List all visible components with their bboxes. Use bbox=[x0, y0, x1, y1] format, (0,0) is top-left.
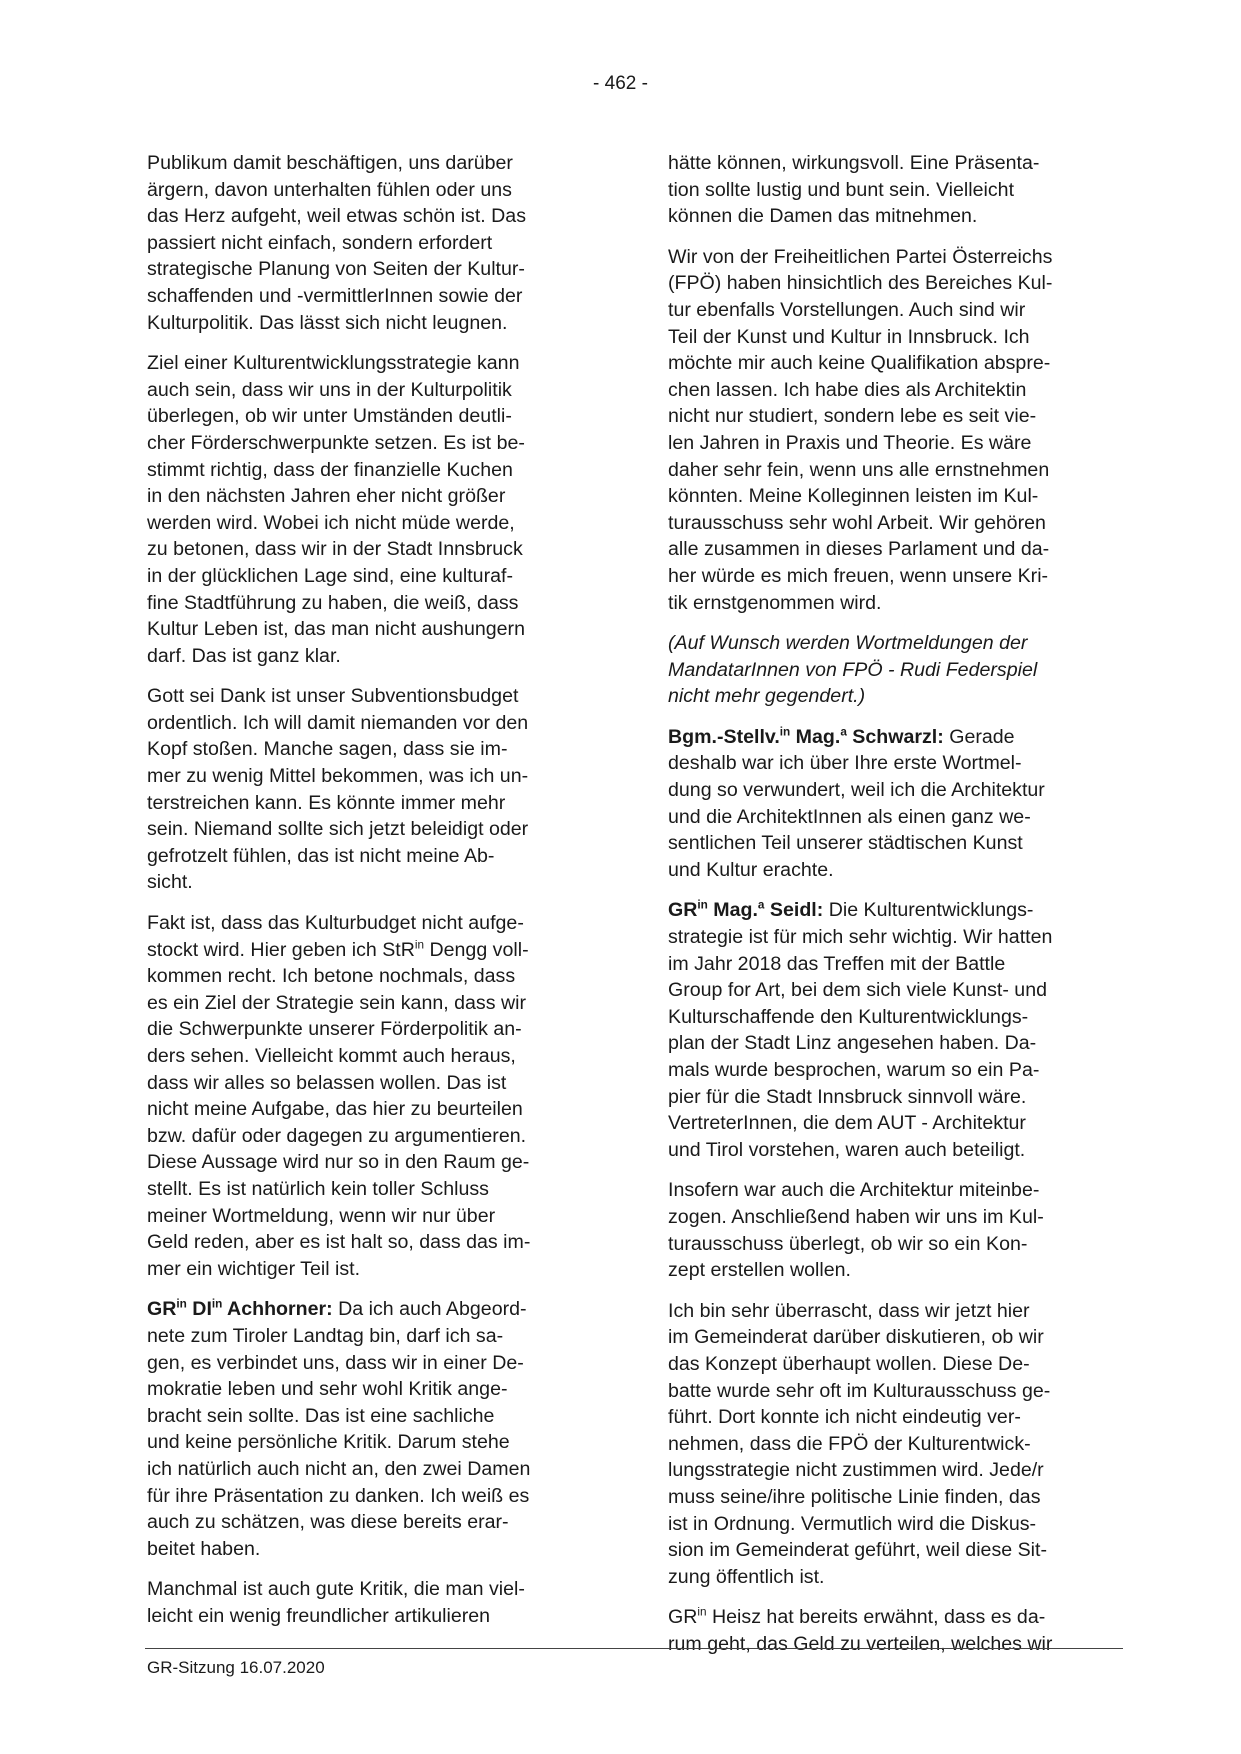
text-line bbox=[147, 1203, 602, 1230]
text-segment: (Auf Wunsch werden Wortmeldungen der bbox=[668, 632, 1028, 655]
text-segment: lungsstrategie nicht zustimmen wird. Jede/r bbox=[668, 1459, 1044, 1482]
superscript: in bbox=[176, 1297, 187, 1311]
text-segment: das Herz aufgeht, weil etwas schön ist. Das bbox=[147, 205, 526, 228]
text-segment: das Konzept überhaupt wollen. Diese De- bbox=[668, 1352, 1030, 1375]
speaker-name: Schwarzl: bbox=[846, 725, 944, 748]
text-segment: ders sehen. Vielleicht kommt auch heraus, bbox=[147, 1045, 516, 1067]
text-segment: für ihre Präsentation zu danken. Ich weiß es bbox=[147, 1484, 530, 1507]
text-line bbox=[147, 1070, 602, 1097]
text-segment: hätte können, wirkungsvoll. Eine Präsenta- bbox=[668, 152, 1040, 174]
text-line bbox=[147, 1096, 602, 1123]
text-line bbox=[147, 457, 602, 484]
text-line bbox=[668, 1604, 1123, 1631]
text-line bbox=[668, 1484, 1123, 1511]
text-line bbox=[668, 1378, 1123, 1405]
text-segment: Fakt ist, dass das Kulturbudget nicht aufge- bbox=[147, 912, 524, 935]
text-line bbox=[147, 1043, 602, 1070]
text-line bbox=[668, 897, 1123, 924]
text-line bbox=[668, 1631, 1123, 1658]
footer-text: GR-Sitzung 16.07.2020 bbox=[147, 1658, 325, 1677]
text-segment: her würde es mich freuen, wenn unsere Kri- bbox=[668, 564, 1049, 587]
text-segment: schaffenden und -vermittlerInnen sowie der bbox=[147, 284, 523, 307]
footer-rule bbox=[145, 1648, 1123, 1649]
text-line bbox=[147, 350, 602, 377]
text-segment: Kulturschaffende den Kulturentwicklungs- bbox=[668, 1005, 1029, 1028]
left-column bbox=[147, 150, 602, 1643]
paragraph bbox=[668, 724, 1123, 884]
text-line bbox=[668, 563, 1123, 590]
text-segment: und die ArchitektInnen als einen ganz we- bbox=[668, 805, 1031, 828]
text-segment: len Jahren in Praxis und Theorie. Es wäre bbox=[668, 431, 1032, 454]
text-line bbox=[147, 643, 602, 670]
text-line bbox=[668, 777, 1123, 804]
text-line bbox=[147, 1456, 602, 1483]
text-segment: mer ein wichtiger Teil ist. bbox=[147, 1257, 361, 1280]
text-line bbox=[668, 630, 1123, 657]
text-segment: Kopf stoßen. Manche sagen, dass sie im- bbox=[147, 738, 508, 761]
text-segment: nicht nur studiert, sondern lebe es seit vie- bbox=[668, 405, 1037, 428]
superscript: in bbox=[211, 1297, 223, 1311]
text-line bbox=[668, 1257, 1123, 1284]
text-line bbox=[147, 1376, 602, 1403]
text-segment: passiert nicht einfach, sondern erfordert bbox=[147, 231, 493, 254]
text-line bbox=[147, 710, 602, 737]
text-line bbox=[147, 1429, 602, 1456]
text-segment: mer zu wenig Mittel bekommen, was ich un- bbox=[147, 765, 529, 788]
text-line bbox=[668, 683, 1123, 710]
text-line bbox=[668, 510, 1123, 537]
text-line bbox=[147, 1149, 602, 1176]
text-line bbox=[668, 1351, 1123, 1378]
text-line bbox=[147, 990, 602, 1017]
text-line bbox=[147, 1229, 602, 1256]
text-segment: und Kultur erachte. bbox=[668, 858, 834, 881]
speaker-name: GR bbox=[147, 1298, 177, 1321]
text-line bbox=[668, 403, 1123, 430]
text-segment: Manchmal ist auch gute Kritik, die man viel- bbox=[147, 1578, 525, 1601]
paragraph bbox=[668, 244, 1123, 616]
text-segment: dass wir alles so belassen wollen. Das ist bbox=[147, 1071, 507, 1094]
text-segment: Die Kulturentwicklungs- bbox=[823, 899, 1034, 922]
text-line bbox=[147, 1176, 602, 1203]
text-segment: ich natürlich auch nicht an, den zwei Damen bbox=[147, 1457, 531, 1480]
paragraph bbox=[147, 150, 602, 336]
text-segment: tion sollte lustig und bunt sein. Vielleicht bbox=[668, 178, 1015, 201]
editorial-note bbox=[668, 630, 1123, 710]
text-segment: führt. Dort konnte ich nicht eindeutig ver- bbox=[668, 1406, 1021, 1429]
text-line bbox=[668, 457, 1123, 484]
text-line bbox=[668, 657, 1123, 684]
text-segment: sicht. bbox=[147, 871, 193, 894]
text-line bbox=[147, 310, 602, 337]
text-segment: Diese Aussage wird nur so in den Raum ge- bbox=[147, 1151, 530, 1174]
text-segment: in der glücklichen Lage sind, eine kulturaf- bbox=[147, 564, 513, 587]
text-line bbox=[147, 483, 602, 510]
text-line bbox=[147, 1603, 602, 1630]
text-segment: Gott sei Dank ist unser Subventionsbudget bbox=[147, 685, 519, 708]
paragraph bbox=[668, 1298, 1123, 1591]
text-segment: Heisz hat bereits erwähnt, dass es da- bbox=[706, 1606, 1046, 1629]
speaker-name: Achhorner: bbox=[222, 1298, 333, 1321]
paragraph bbox=[147, 683, 602, 896]
text-segment: kommen recht. Ich betone nochmals, dass bbox=[147, 965, 516, 988]
text-line bbox=[147, 590, 602, 617]
text-line bbox=[668, 536, 1123, 563]
text-line bbox=[668, 483, 1123, 510]
text-segment: strategische Planung von Seiten der Kultur- bbox=[147, 258, 525, 281]
speaker-name: GR bbox=[668, 899, 698, 922]
text-line bbox=[668, 150, 1123, 177]
text-line bbox=[147, 910, 602, 937]
text-segment: Insofern war auch die Architektur miteinbe- bbox=[668, 1179, 1040, 1202]
text-segment: rum geht, das Geld zu verteilen, welches wir bbox=[668, 1632, 1053, 1655]
text-segment: Group for Art, bei dem sich viele Kunst- und bbox=[668, 979, 1047, 1002]
speaker-name: DI bbox=[186, 1298, 212, 1321]
text-segment: im Gemeinderat darüber diskutieren, ob wir bbox=[668, 1326, 1044, 1349]
text-segment: mokratie leben und sehr wohl Kritik ange- bbox=[147, 1378, 508, 1401]
text-line bbox=[668, 750, 1123, 777]
text-line bbox=[668, 590, 1123, 617]
text-segment: Geld reden, aber es ist halt so, dass das im- bbox=[147, 1231, 531, 1254]
text-line bbox=[147, 1403, 602, 1430]
text-segment: gen, es verbindet uns, dass wir in einer De- bbox=[147, 1351, 524, 1374]
text-line bbox=[668, 1404, 1123, 1431]
text-segment: Kultur Leben ist, das man nicht aushungern bbox=[147, 618, 525, 641]
paragraph bbox=[668, 897, 1123, 1163]
text-segment: GR bbox=[668, 1606, 698, 1629]
text-line bbox=[147, 1576, 602, 1603]
text-line bbox=[147, 177, 602, 204]
text-segment: tur ebenfalls Vorstellungen. Auch sind wir bbox=[668, 298, 1026, 321]
text-segment: und keine persönliche Kritik. Darum stehe bbox=[147, 1431, 510, 1454]
text-line bbox=[147, 843, 602, 870]
paragraph bbox=[147, 910, 602, 1282]
text-line bbox=[668, 324, 1123, 351]
text-line bbox=[668, 1324, 1123, 1351]
text-segment: Ziel einer Kulturentwicklungsstrategie kann bbox=[147, 352, 520, 375]
text-line bbox=[147, 1016, 602, 1043]
text-segment: cher Förderschwerpunkte setzen. Es ist be- bbox=[147, 431, 525, 454]
text-line bbox=[147, 1256, 602, 1283]
text-segment: sein. Niemand sollte sich jetzt beleidigt oder bbox=[147, 818, 529, 841]
text-line bbox=[147, 963, 602, 990]
text-line bbox=[147, 256, 602, 283]
text-line bbox=[668, 177, 1123, 204]
text-segment: möchte mir auch keine Qualifikation abspre- bbox=[668, 352, 1051, 375]
text-segment: stockt wird. Hier geben ich StR bbox=[147, 938, 415, 961]
text-segment: terstreichen kann. Es könnte immer mehr bbox=[147, 791, 506, 814]
text-line bbox=[668, 857, 1123, 884]
text-segment: könnten. Meine Kolleginnen leisten im Kul- bbox=[668, 485, 1039, 508]
text-segment: dung so verwundert, weil ich die Architektur bbox=[668, 779, 1045, 802]
text-line bbox=[668, 1537, 1123, 1564]
text-segment: MandatarInnen von FPÖ - Rudi Federspiel bbox=[668, 658, 1038, 681]
text-segment: leicht ein wenig freundlicher artikulieren bbox=[147, 1604, 491, 1627]
text-line bbox=[668, 1564, 1123, 1591]
text-segment: nicht meine Aufgabe, das hier zu beurteilen bbox=[147, 1098, 523, 1121]
text-line bbox=[668, 1204, 1123, 1231]
text-segment: auch sein, dass wir uns in der Kulturpolitik bbox=[147, 378, 512, 401]
text-line bbox=[147, 403, 602, 430]
text-segment: Wir von der Freiheitlichen Partei Österreichs bbox=[668, 245, 1053, 268]
text-segment: Gerade bbox=[943, 725, 1015, 748]
text-segment: bracht sein sollte. Das ist eine sachliche bbox=[147, 1404, 495, 1427]
text-line bbox=[668, 1137, 1123, 1164]
text-line bbox=[668, 270, 1123, 297]
text-line bbox=[668, 1030, 1123, 1057]
text-segment: nicht mehr gegendert.) bbox=[668, 685, 866, 708]
paragraph bbox=[147, 1296, 602, 1562]
text-segment: Publikum damit beschäftigen, uns darüber bbox=[147, 152, 513, 174]
text-line bbox=[147, 816, 602, 843]
superscript: a bbox=[757, 898, 765, 912]
text-line bbox=[668, 951, 1123, 978]
text-line bbox=[147, 536, 602, 563]
text-segment: muss seine/ihre politische Linie finden, das bbox=[668, 1485, 1041, 1508]
right-column bbox=[668, 150, 1123, 1671]
paragraph bbox=[668, 1177, 1123, 1283]
text-line bbox=[147, 563, 602, 590]
text-segment: turausschuss überlegt, ob wir so ein Kon- bbox=[668, 1232, 1028, 1255]
text-segment: batte wurde sehr oft im Kulturausschuss ge- bbox=[668, 1379, 1051, 1402]
text-segment: in den nächsten Jahren eher nicht größer bbox=[147, 485, 506, 508]
text-segment: ist in Ordnung. Vermutlich wird die Diskus- bbox=[668, 1512, 1037, 1535]
text-line bbox=[668, 804, 1123, 831]
text-segment: sion im Gemeinderat geführt, weil diese Sit- bbox=[668, 1539, 1047, 1562]
text-line bbox=[147, 869, 602, 896]
text-line bbox=[147, 203, 602, 230]
text-line bbox=[668, 1511, 1123, 1538]
text-line bbox=[147, 1536, 602, 1563]
text-line bbox=[147, 616, 602, 643]
text-line bbox=[668, 724, 1123, 751]
text-line bbox=[668, 1298, 1123, 1325]
text-line bbox=[668, 1057, 1123, 1084]
text-line bbox=[147, 1296, 602, 1323]
superscript: in bbox=[414, 937, 425, 951]
text-segment: beitet haben. bbox=[147, 1537, 261, 1560]
text-line bbox=[668, 244, 1123, 271]
superscript: in bbox=[697, 1605, 707, 1619]
text-line bbox=[147, 790, 602, 817]
text-line bbox=[147, 430, 602, 457]
text-line bbox=[147, 1323, 602, 1350]
page-number: - 462 - bbox=[593, 73, 648, 94]
text-line bbox=[668, 1457, 1123, 1484]
text-segment: zung öffentlich ist. bbox=[668, 1565, 825, 1588]
text-segment: nehmen, dass die FPÖ der Kulturentwick- bbox=[668, 1432, 1031, 1455]
text-line bbox=[668, 1004, 1123, 1031]
text-segment: zu betonen, dass wir in der Stadt Innsbruck bbox=[147, 538, 523, 561]
speaker-name: Mag. bbox=[707, 899, 758, 922]
superscript: in bbox=[779, 725, 791, 739]
text-segment: tik ernstgenommen wird. bbox=[668, 591, 882, 614]
text-segment: stellt. Es ist natürlich kein toller Schluss bbox=[147, 1177, 489, 1200]
text-line bbox=[668, 377, 1123, 404]
text-segment: zogen. Anschließend haben wir uns im Kul- bbox=[668, 1205, 1044, 1228]
text-segment: meiner Wortmeldung, wenn wir nur über bbox=[147, 1204, 496, 1227]
text-segment: fine Stadtführung zu haben, die weiß, dass bbox=[147, 591, 519, 614]
superscript: in bbox=[697, 898, 708, 912]
text-line bbox=[147, 937, 602, 964]
text-segment: gefrotzelt fühlen, das ist nicht meine Ab- bbox=[147, 844, 495, 867]
text-line bbox=[668, 350, 1123, 377]
text-segment: Teil der Kunst und Kultur in Innsbruck. Ich bbox=[668, 325, 1030, 348]
text-segment: ordentlich. Ich will damit niemanden vor den bbox=[147, 711, 529, 734]
text-segment: Da ich auch Abgeord- bbox=[332, 1298, 527, 1321]
text-line bbox=[147, 1350, 602, 1377]
text-line bbox=[147, 1509, 602, 1536]
text-line bbox=[147, 377, 602, 404]
speaker-name: Mag. bbox=[790, 725, 841, 748]
text-line bbox=[147, 230, 602, 257]
text-segment: turausschuss sehr wohl Arbeit. Wir gehören bbox=[668, 511, 1046, 534]
text-segment: deshalb war ich über Ihre erste Wortmel- bbox=[668, 752, 1022, 775]
text-segment: die Schwerpunkte unserer Förderpolitik an- bbox=[147, 1018, 522, 1041]
text-line bbox=[147, 683, 602, 710]
text-segment: (FPÖ) haben hinsichtlich des Bereiches Kul- bbox=[668, 272, 1053, 295]
text-segment: plan der Stadt Linz angesehen haben. Da- bbox=[668, 1032, 1037, 1055]
text-segment: werden wird. Wobei ich nicht müde werde, bbox=[147, 511, 515, 534]
text-segment: pier für die Stadt Innsbruck sinnvoll wäre. bbox=[668, 1085, 1027, 1108]
paragraph bbox=[147, 1576, 602, 1629]
text-segment: es ein Ziel der Strategie sein kann, dass wir bbox=[147, 991, 526, 1014]
text-line bbox=[668, 1177, 1123, 1204]
text-segment: im Jahr 2018 das Treffen mit der Battle bbox=[668, 952, 1006, 975]
text-line bbox=[147, 150, 602, 177]
text-segment: daher sehr fein, wenn uns alle ernstnehmen bbox=[668, 458, 1050, 481]
speaker-name: Bgm.-Stellv. bbox=[668, 725, 780, 748]
text-segment: Ich bin sehr überrascht, dass wir jetzt hier bbox=[668, 1299, 1030, 1322]
text-segment: Kulturpolitik. Das lässt sich nicht leugnen. bbox=[147, 311, 508, 334]
text-line bbox=[147, 1483, 602, 1510]
superscript: a bbox=[840, 725, 847, 739]
text-line bbox=[668, 924, 1123, 951]
text-line bbox=[147, 283, 602, 310]
text-segment: sentlichen Teil unserer städtischen Kunst bbox=[668, 832, 1023, 855]
text-line bbox=[147, 510, 602, 537]
text-line bbox=[147, 1123, 602, 1150]
text-segment: auch zu schätzen, was diese bereits erar- bbox=[147, 1511, 509, 1534]
text-segment: VertreterInnen, die dem AUT - Architektur bbox=[668, 1112, 1026, 1135]
text-segment: zept erstellen wollen. bbox=[668, 1259, 851, 1282]
text-line bbox=[147, 763, 602, 790]
text-line bbox=[668, 1231, 1123, 1258]
text-line bbox=[668, 830, 1123, 857]
text-segment: Dengg voll- bbox=[424, 938, 529, 961]
speaker-name: Seidl: bbox=[764, 899, 824, 922]
text-segment: können die Damen das mitnehmen. bbox=[668, 205, 978, 228]
text-segment: und Tirol vorstehen, waren auch beteiligt. bbox=[668, 1138, 1026, 1161]
text-line bbox=[147, 736, 602, 763]
text-segment: darf. Das ist ganz klar. bbox=[147, 644, 341, 667]
text-segment: alle zusammen in dieses Parlament und da- bbox=[668, 538, 1050, 561]
text-line bbox=[668, 1431, 1123, 1458]
text-line bbox=[668, 1084, 1123, 1111]
text-segment: strategie ist für mich sehr wichtig. Wir hatten bbox=[668, 926, 1053, 949]
text-line bbox=[668, 203, 1123, 230]
text-line bbox=[668, 297, 1123, 324]
paragraph bbox=[668, 1604, 1123, 1657]
text-segment: nete zum Tiroler Landtag bin, darf ich sa- bbox=[147, 1324, 504, 1347]
text-segment: bzw. dafür oder dagegen zu argumentieren. bbox=[147, 1124, 527, 1147]
text-segment: stimmt richtig, dass der finanzielle Kuchen bbox=[147, 458, 513, 481]
text-segment: mals wurde besprochen, warum so ein Pa- bbox=[668, 1059, 1040, 1081]
text-line bbox=[668, 430, 1123, 457]
text-segment: überlegen, ob wir unter Umständen deutli- bbox=[147, 405, 512, 428]
text-segment: chen lassen. Ich habe dies als Architektin bbox=[668, 378, 1027, 401]
paragraph bbox=[147, 350, 602, 669]
text-line bbox=[668, 1110, 1123, 1137]
text-segment: ärgern, davon unterhalten fühlen oder uns bbox=[147, 178, 512, 201]
paragraph bbox=[668, 150, 1123, 230]
text-line bbox=[668, 977, 1123, 1004]
